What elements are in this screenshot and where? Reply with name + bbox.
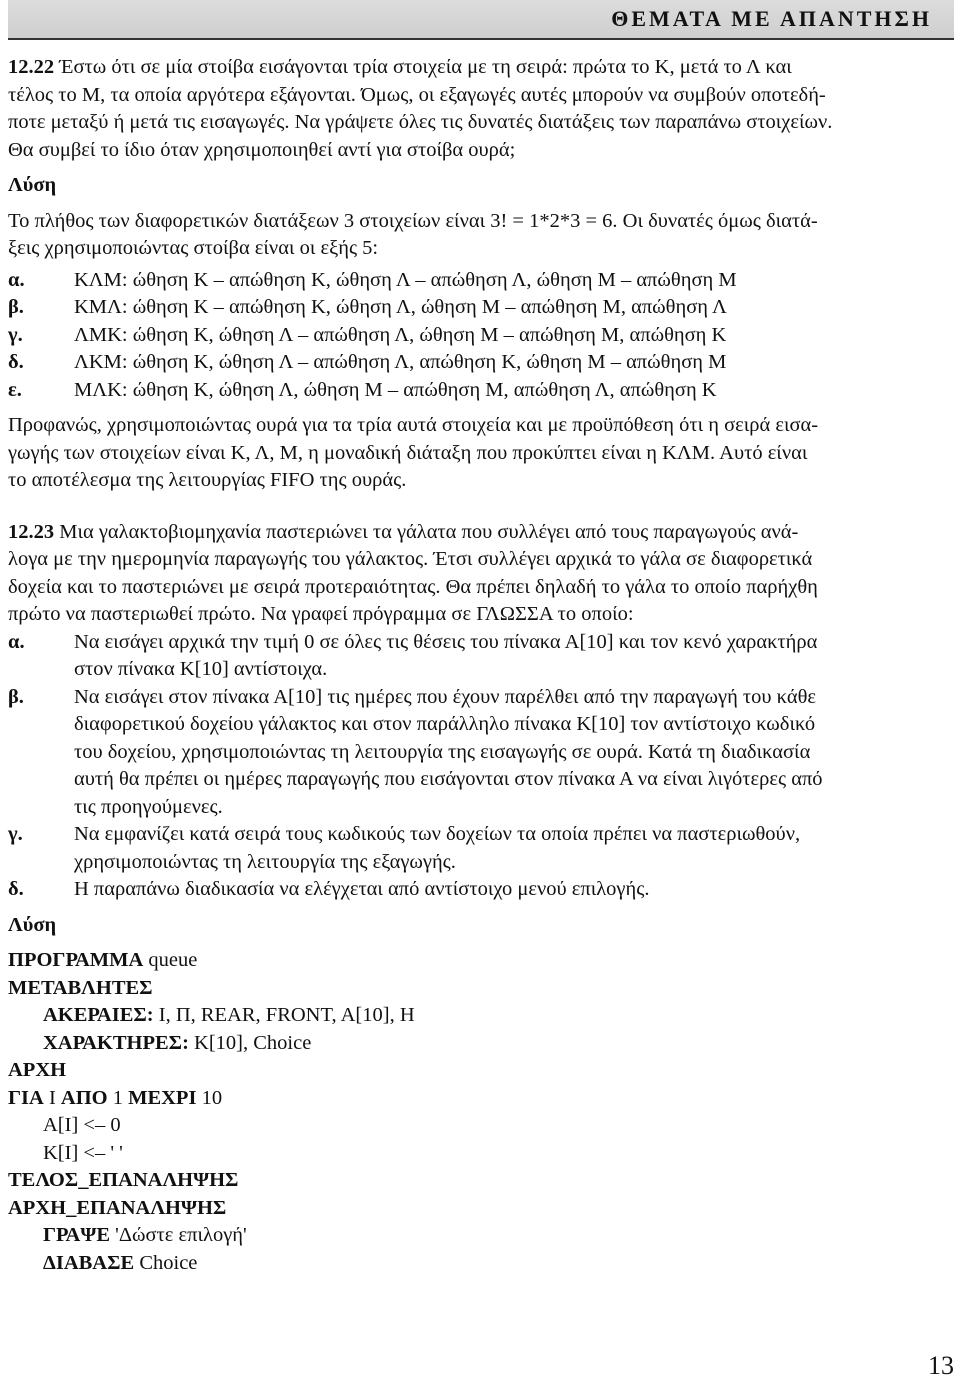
code-block — [8, 947, 952, 1277]
code-line: ΔΙΑΒΑΣΕ Choice — [43, 1251, 198, 1274]
code-line: ΜΕΤΑΒΛΗΤΕΣ — [8, 976, 153, 999]
ex23-line-3: δοχεία και το παστεριώνει με σειρά προτεραιότητας. Θα πρέπει δηλαδή το γάλα το οποίο παρήχθη — [8, 575, 818, 598]
ex22-conclusion-line-3: το αποτέλεσμα της λειτουργίας FIFO της ουράς. — [8, 469, 407, 491]
list-item: δ. Η παραπάνω διαδικασία να ελέγχεται από αντίστοιχο μενού επιλογής. — [8, 878, 650, 900]
list-item: γ. ΛΜΚ: ώθηση Κ, ώθηση Λ – απώθηση Λ, ώθηση Μ – απώθηση Μ, απώθηση Κ — [8, 323, 727, 346]
ex22-conclusion-line-2: γωγής των στοιχείων είναι Κ, Λ, Μ, η μοναδική διάταξη που προκύπτει είναι η ΚΛΜ. Αυτό είναι — [8, 441, 808, 464]
ex22-line-4: Θα συμβεί το ίδιο όταν χρησιμοποιηθεί αντί για στοίβα ουρά; — [8, 138, 516, 161]
ex23-line-2: λογα με την ημερομηνία παραγωγής του γάλακτος. Έτσι συλλέγει αρχικά το γάλα σε διαφορετικά — [8, 548, 813, 570]
ex22-solution-line-2: ξεις χρησιμοποιώντας στοίβα είναι οι εξής 5: — [8, 237, 379, 259]
page-content — [8, 54, 952, 1277]
ex22-number: 12.22 — [8, 56, 55, 78]
exercise-12-22 — [8, 54, 952, 495]
code-line: A[I] <– 0 — [43, 1114, 121, 1136]
ex22-line-1: 12.22 Έστω ότι σε μία στοίβα εισάγονται τρία στοιχεία με τη σειρά: πρώτα το Κ, μετά το Λ και — [8, 56, 792, 78]
code-line: K[I] <– ' ' — [43, 1141, 123, 1164]
list-item: β. Να εισάγει στον πίνακα Α[10] τις ημέρες που έχουν παρέλθει από την παραγωγή του κάθε διαφορετικού δοχείου γάλακτος και στον παράλληλο πίνακα Κ[10] τον αντίστοιχο κωδικό του δοχείου, χρησιμοποιώντας τη λειτουργία της εισαγωγής σε ουρά. Κατά τη διαδικασία αυτή θα πρέπει οι ημέρες παραγωγής που εισάγονται στον πίνακα Α να είναι λιγότερες από τις προηγούμενες. — [8, 685, 823, 818]
code-line: ΧΑΡΑΚΤΗΡΕΣ: K[10], Choice — [43, 1031, 312, 1054]
ex22-list — [8, 267, 952, 405]
list-item: α. ΚΛΜ: ώθηση Κ – απώθηση Κ, ώθηση Λ – απώθηση Λ, ώθηση Μ – απώθηση Μ — [8, 268, 737, 291]
ex23-line-1: 12.23 Μια γαλακτοβιομηχανία παστεριώνει τα γάλατα που συλλέγει από τους παραγωγούς ανά- — [8, 520, 799, 543]
code-line: ΑΡΧΗ — [8, 1059, 67, 1081]
ex22-solution-line-1: Το πλήθος των διαφορετικών διατάξεων 3 στοιχείων είναι 3! = 1*2*3 = 6. Οι δυνατές όμως διατά- — [8, 209, 818, 232]
ex23-number: 12.23 — [8, 520, 55, 543]
list-item: ε. ΜΛΚ: ώθηση Κ, ώθηση Λ, ώθηση Μ – απώθηση Μ, απώθηση Λ, απώθηση Κ — [8, 378, 717, 401]
code-line: ΤΕΛΟΣ_ΕΠΑΝΑΛΗΨΗΣ — [8, 1169, 239, 1191]
ex22-line-2: τέλος το Μ, τα οποία αργότερα εξάγονται. Όμως, οι εξαγωγές αυτές μπορούν να συμβούν οποτεδή- — [8, 83, 826, 106]
ex23-solution-label: Λύση — [8, 913, 57, 936]
ex23-line-4: πρώτο να παστεριωθεί πρώτο. Να γραφεί πρόγραμμα σε ΓΛΩΣΣΑ το οποίο: — [8, 603, 634, 625]
list-item: α. Να εισάγει αρχικά την τιμή 0 σε όλες τις θέσεις του πίνακα Α[10] και τον κενό χαρακτήρα στον πίνακα Κ[10] αντίστοιχα. — [8, 630, 818, 680]
list-item: β. ΚΜΛ: ώθηση Κ – απώθηση Κ, ώθηση Λ, ώθηση Μ – απώθηση Μ, απώθηση Λ — [8, 296, 727, 318]
page-number: 13 — [928, 1351, 954, 1380]
code-line: ΑΚΕΡΑΙΕΣ: Ι, Π, REAR, FRONT, A[10], Η — [43, 1004, 415, 1026]
code-line: ΠΡΟΓΡΑΜΜΑ queue — [8, 949, 198, 971]
header-title: ΘΕΜΑΤΑ ΜΕ ΑΠΑΝΤΗΣΗ — [611, 6, 932, 31]
code-line: ΓΡΑΨΕ 'Δώστε επιλογή' — [43, 1224, 247, 1246]
code-line: ΓΙΑ Ι ΑΠΟ 1 ΜΕΧΡΙ 10 — [8, 1086, 223, 1109]
code-line: ΑΡΧΗ_ΕΠΑΝΑΛΗΨΗΣ — [8, 1196, 227, 1219]
exercise-12-23 — [8, 519, 952, 1278]
ex22-solution-label: Λύση — [8, 174, 57, 196]
list-item: γ. Να εμφανίζει κατά σειρά τους κωδικούς των δοχείων τα οποία πρέπει να παστεριωθούν, χρησιμοποιώντας τη λειτουργία της εξαγωγής. — [8, 823, 801, 873]
ex22-conclusion-line-1: Προφανώς, χρησιμοποιώντας ουρά για τα τρία αυτά στοιχεία και με προϋπόθεση ότι η σειρά εισα- — [8, 414, 819, 436]
list-item: δ. ΛΚΜ: ώθηση Κ, ώθηση Λ – απώθηση Λ, απώθηση Κ, ώθηση Μ – απώθηση Μ — [8, 351, 727, 373]
ex22-line-3: ποτε μεταξύ ή μετά τις εισαγωγές. Να γράψετε όλες τις δυνατές διατάξεις των παραπάνω στοιχείων. — [8, 111, 833, 133]
header-bar — [8, 0, 954, 40]
